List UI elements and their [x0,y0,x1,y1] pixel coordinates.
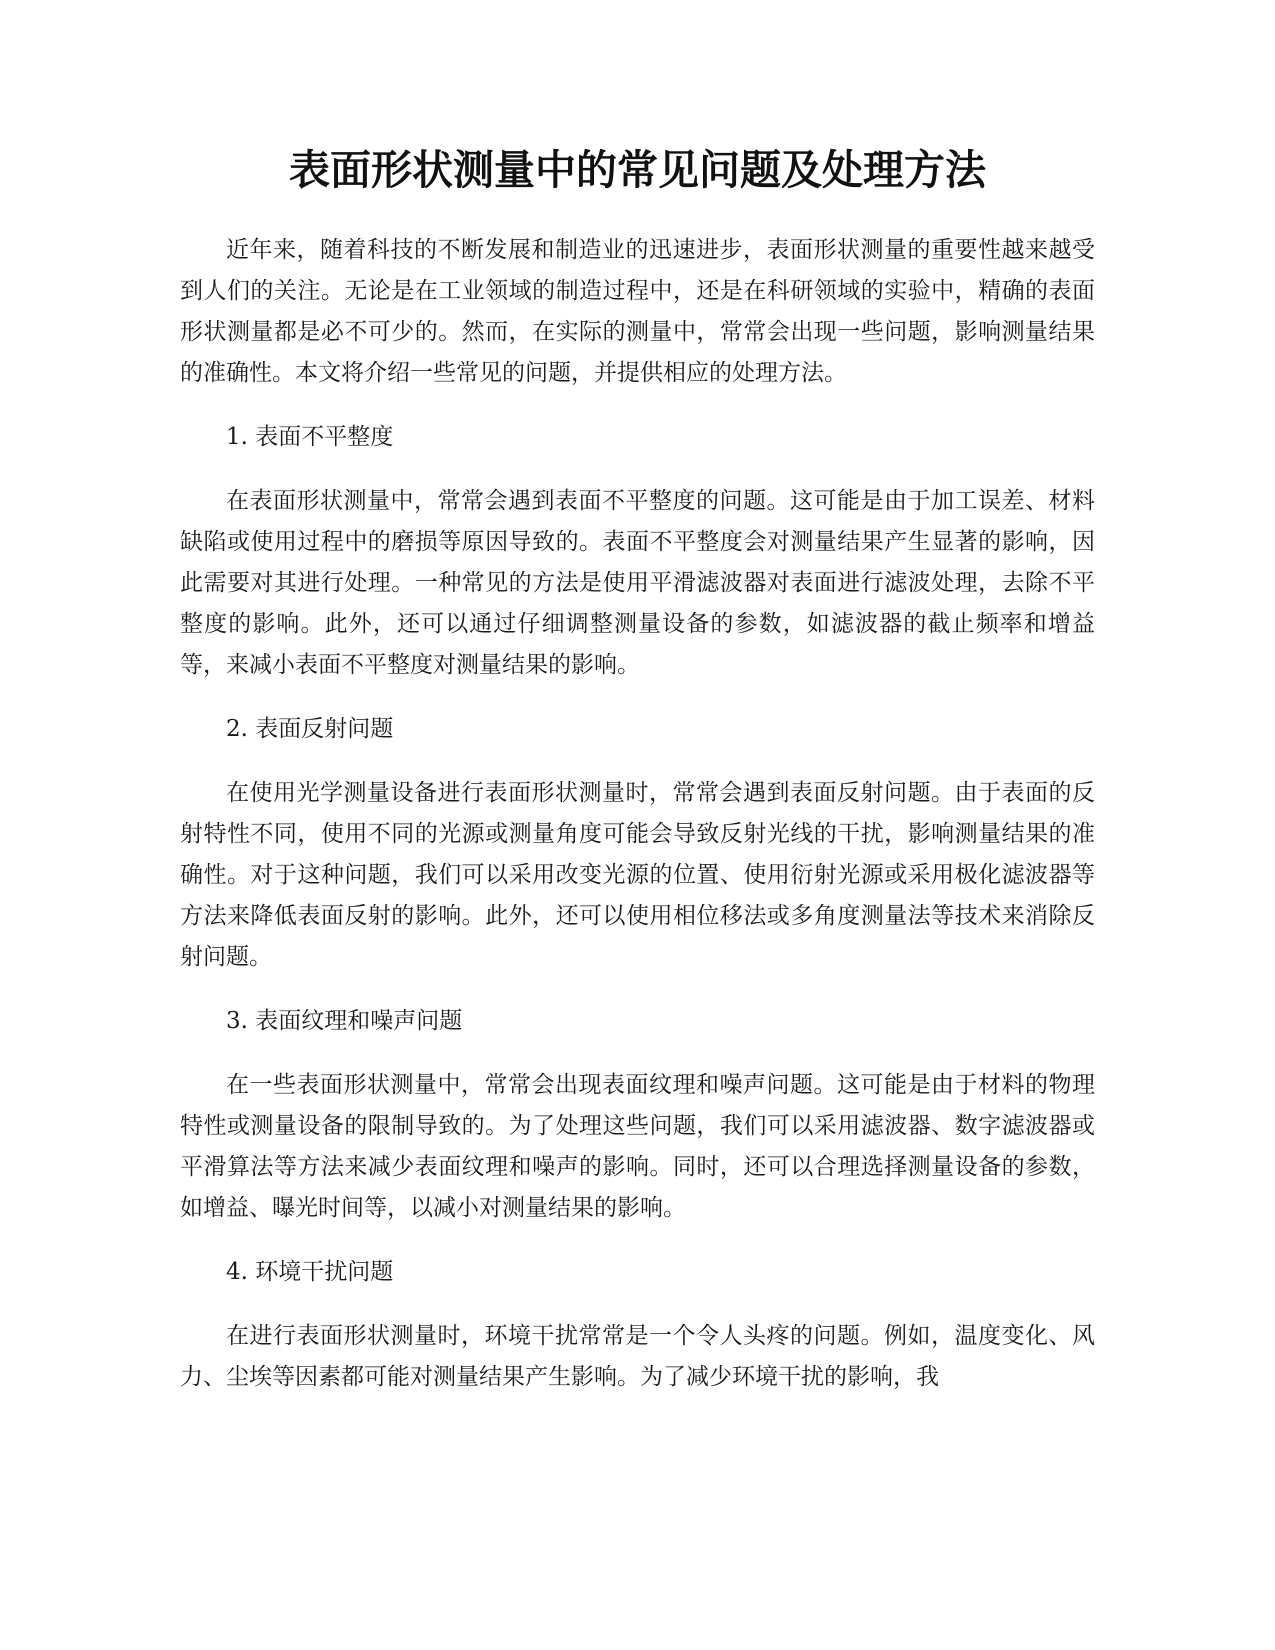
intro-paragraph: 近年来，随着科技的不断发展和制造业的迅速进步，表面形状测量的重要性越来越受到人们的关注。无论是在工业领域的制造过程中，还是在科研领域的实验中，精确的表面形状测量都是必不可少的。然而，在实际的测量中，常常会出现一些问题，影响测量结果的准确性。本文将介绍一些常见的问题，并提供相应的处理方法。 [180,237,1095,386]
section-heading-2: 2. 表面反射问题 [226,716,394,742]
section-paragraph-4: 在进行表面形状测量时，环境干扰常常是一个令人头疼的问题。例如，温度变化、风力、尘埃等因素都可能对测量结果产生影响。为了减少环境干扰的影响，我 [180,1323,1095,1390]
section-paragraph-3: 在一些表面形状测量中，常常会出现表面纹理和噪声问题。这可能是由于材料的物理特性或测量设备的限制导致的。为了处理这些问题，我们可以采用滤波器、数字滤波器或平滑算法等方法来减少表面纹理和噪声的影响。同时，还可以合理选择测量设备的参数，如增益、曝光时间等，以减小对测量结果的影响。 [180,1072,1095,1221]
section-heading-3: 3. 表面纹理和噪声问题 [226,1008,463,1034]
section-paragraph-2: 在使用光学测量设备进行表面形状测量时，常常会遇到表面反射问题。由于表面的反射特性不同，使用不同的光源或测量角度可能会导致反射光线的干扰，影响测量结果的准确性。对于这种问题，我们可以采用改变光源的位置、使用衍射光源或采用极化滤波器等方法来降低表面反射的影响。此外，还可以使用相位移法或多角度测量法等技术来消除反射问题。 [180,780,1095,970]
document-title: 表面形状测量中的常见问题及处理方法 [289,146,986,194]
section-heading-4: 4. 环境干扰问题 [226,1259,394,1285]
section-heading-1: 1. 表面不平整度 [226,424,394,450]
document-body [180,230,1095,1421]
section-paragraph-1: 在表面形状测量中，常常会遇到表面不平整度的问题。这可能是由于加工误差、材料缺陷或使用过程中的磨损等原因导致的。表面不平整度会对测量结果产生显著的影响，因此需要对其进行处理。一种常见的方法是使用平滑滤波器对表面进行滤波处理，去除不平整度的影响。此外，还可以通过仔细调整测量设备的参数，如滤波器的截止频率和增益等，来减小表面不平整度对测量结果的影响。 [180,488,1095,678]
